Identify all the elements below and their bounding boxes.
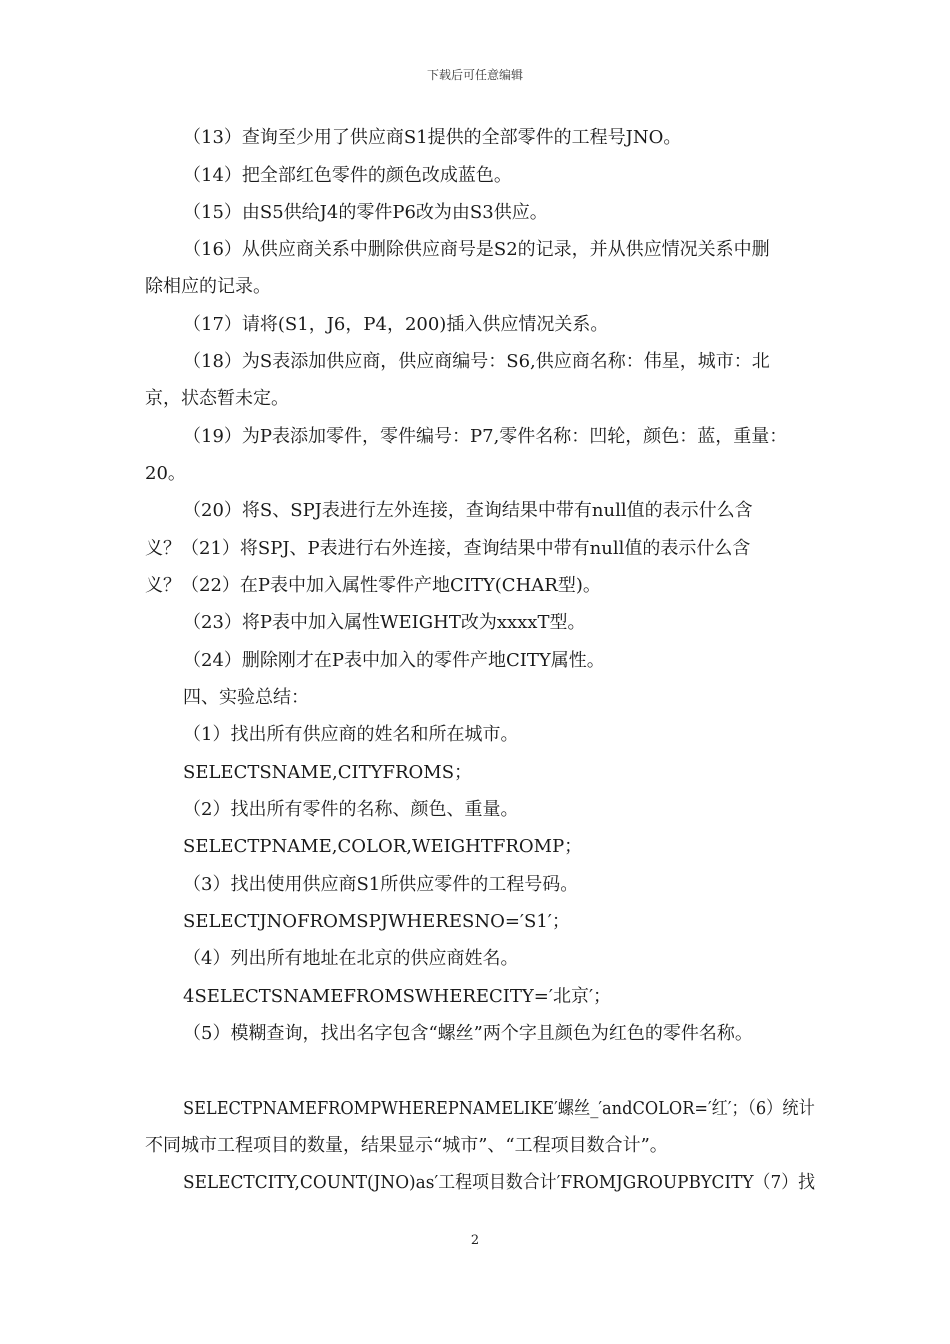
- sql-line: SELECTPNAME,COLOR,WEIGHTFROMP；: [183, 836, 583, 857]
- sql-line: 4SELECTSNAMEFROMSWHERECITY=′北京′；: [183, 986, 612, 1007]
- body-line: （18）为S表添加供应商，供应商编号：S6,供应商名称：伟星，城市：北: [183, 351, 770, 372]
- body-line: （23）将P表中加入属性WEIGHT改为xxxxT型。: [183, 612, 586, 633]
- body-line: （4）列出所有地址在北京的供应商姓名。: [183, 948, 519, 969]
- page-number: 2: [470, 1233, 480, 1248]
- body-line: 义？（21）将SPJ、P表进行右外连接，查询结果中带有null值的表示什么含: [145, 538, 751, 559]
- body-line: （14）把全部红色零件的颜色改成蓝色。: [183, 165, 512, 186]
- body-line: （2）找出所有零件的名称、颜色、重量。: [183, 799, 519, 820]
- sql-line: SELECTCITY,COUNT(JNO)as′工程项目数合计′FROMJGROUPBYCITY（7）找: [183, 1172, 816, 1193]
- page-header: 下载后可任意编辑: [426, 68, 523, 82]
- sql-line: SELECTJNOFROMSPJWHERESNO=′S1′；: [183, 911, 570, 932]
- body-line: （19）为P表添加零件，零件编号：P7,零件名称：凹轮，颜色：蓝，重量：: [183, 426, 788, 447]
- body-line: （13）查询至少用了供应商S1提供的全部零件的工程号JNO。: [183, 127, 682, 148]
- sql-line: SELECTSNAME,CITYFROMS；: [183, 762, 473, 783]
- section-heading: 四、实验总结：: [183, 687, 309, 708]
- body-line: （20）将S、SPJ表进行左外连接，查询结果中带有null值的表示什么含: [183, 500, 753, 521]
- body-line: （24）删除刚才在P表中加入的零件产地CITY属性。: [183, 650, 605, 671]
- body-line: （1）找出所有供应商的姓名和所在城市。: [183, 724, 519, 745]
- body-line: 不同城市工程项目的数量，结果显示“城市”、“工程项目数合计”。: [145, 1135, 668, 1156]
- body-line: 除相应的记录。: [145, 276, 271, 297]
- body-line: （15）由S5供给J4的零件P6改为由S3供应。: [183, 202, 548, 223]
- sql-line: SELECTPNAMEFROMPWHEREPNAMELIKE′螺丝_′andCOLOR=′红′；（6）统计: [183, 1098, 815, 1119]
- body-line: 义？（22）在P表中加入属性零件产地CITY(CHAR型)。: [145, 575, 601, 596]
- body-line: 20。: [145, 463, 186, 484]
- body-line: （5）模糊查询，找出名字包含“螺丝”两个字且颜色为红色的零件名称。: [183, 1023, 753, 1044]
- body-line: （3）找出使用供应商S1所供应零件的工程号码。: [183, 874, 579, 895]
- body-line: （17）请将(S1，J6，P4，200)插入供应情况关系。: [183, 314, 609, 335]
- body-line: 京，状态暂未定。: [145, 388, 289, 409]
- body-line: （16）从供应商关系中删除供应商号是S2的记录，并从供应情况关系中删: [183, 239, 770, 260]
